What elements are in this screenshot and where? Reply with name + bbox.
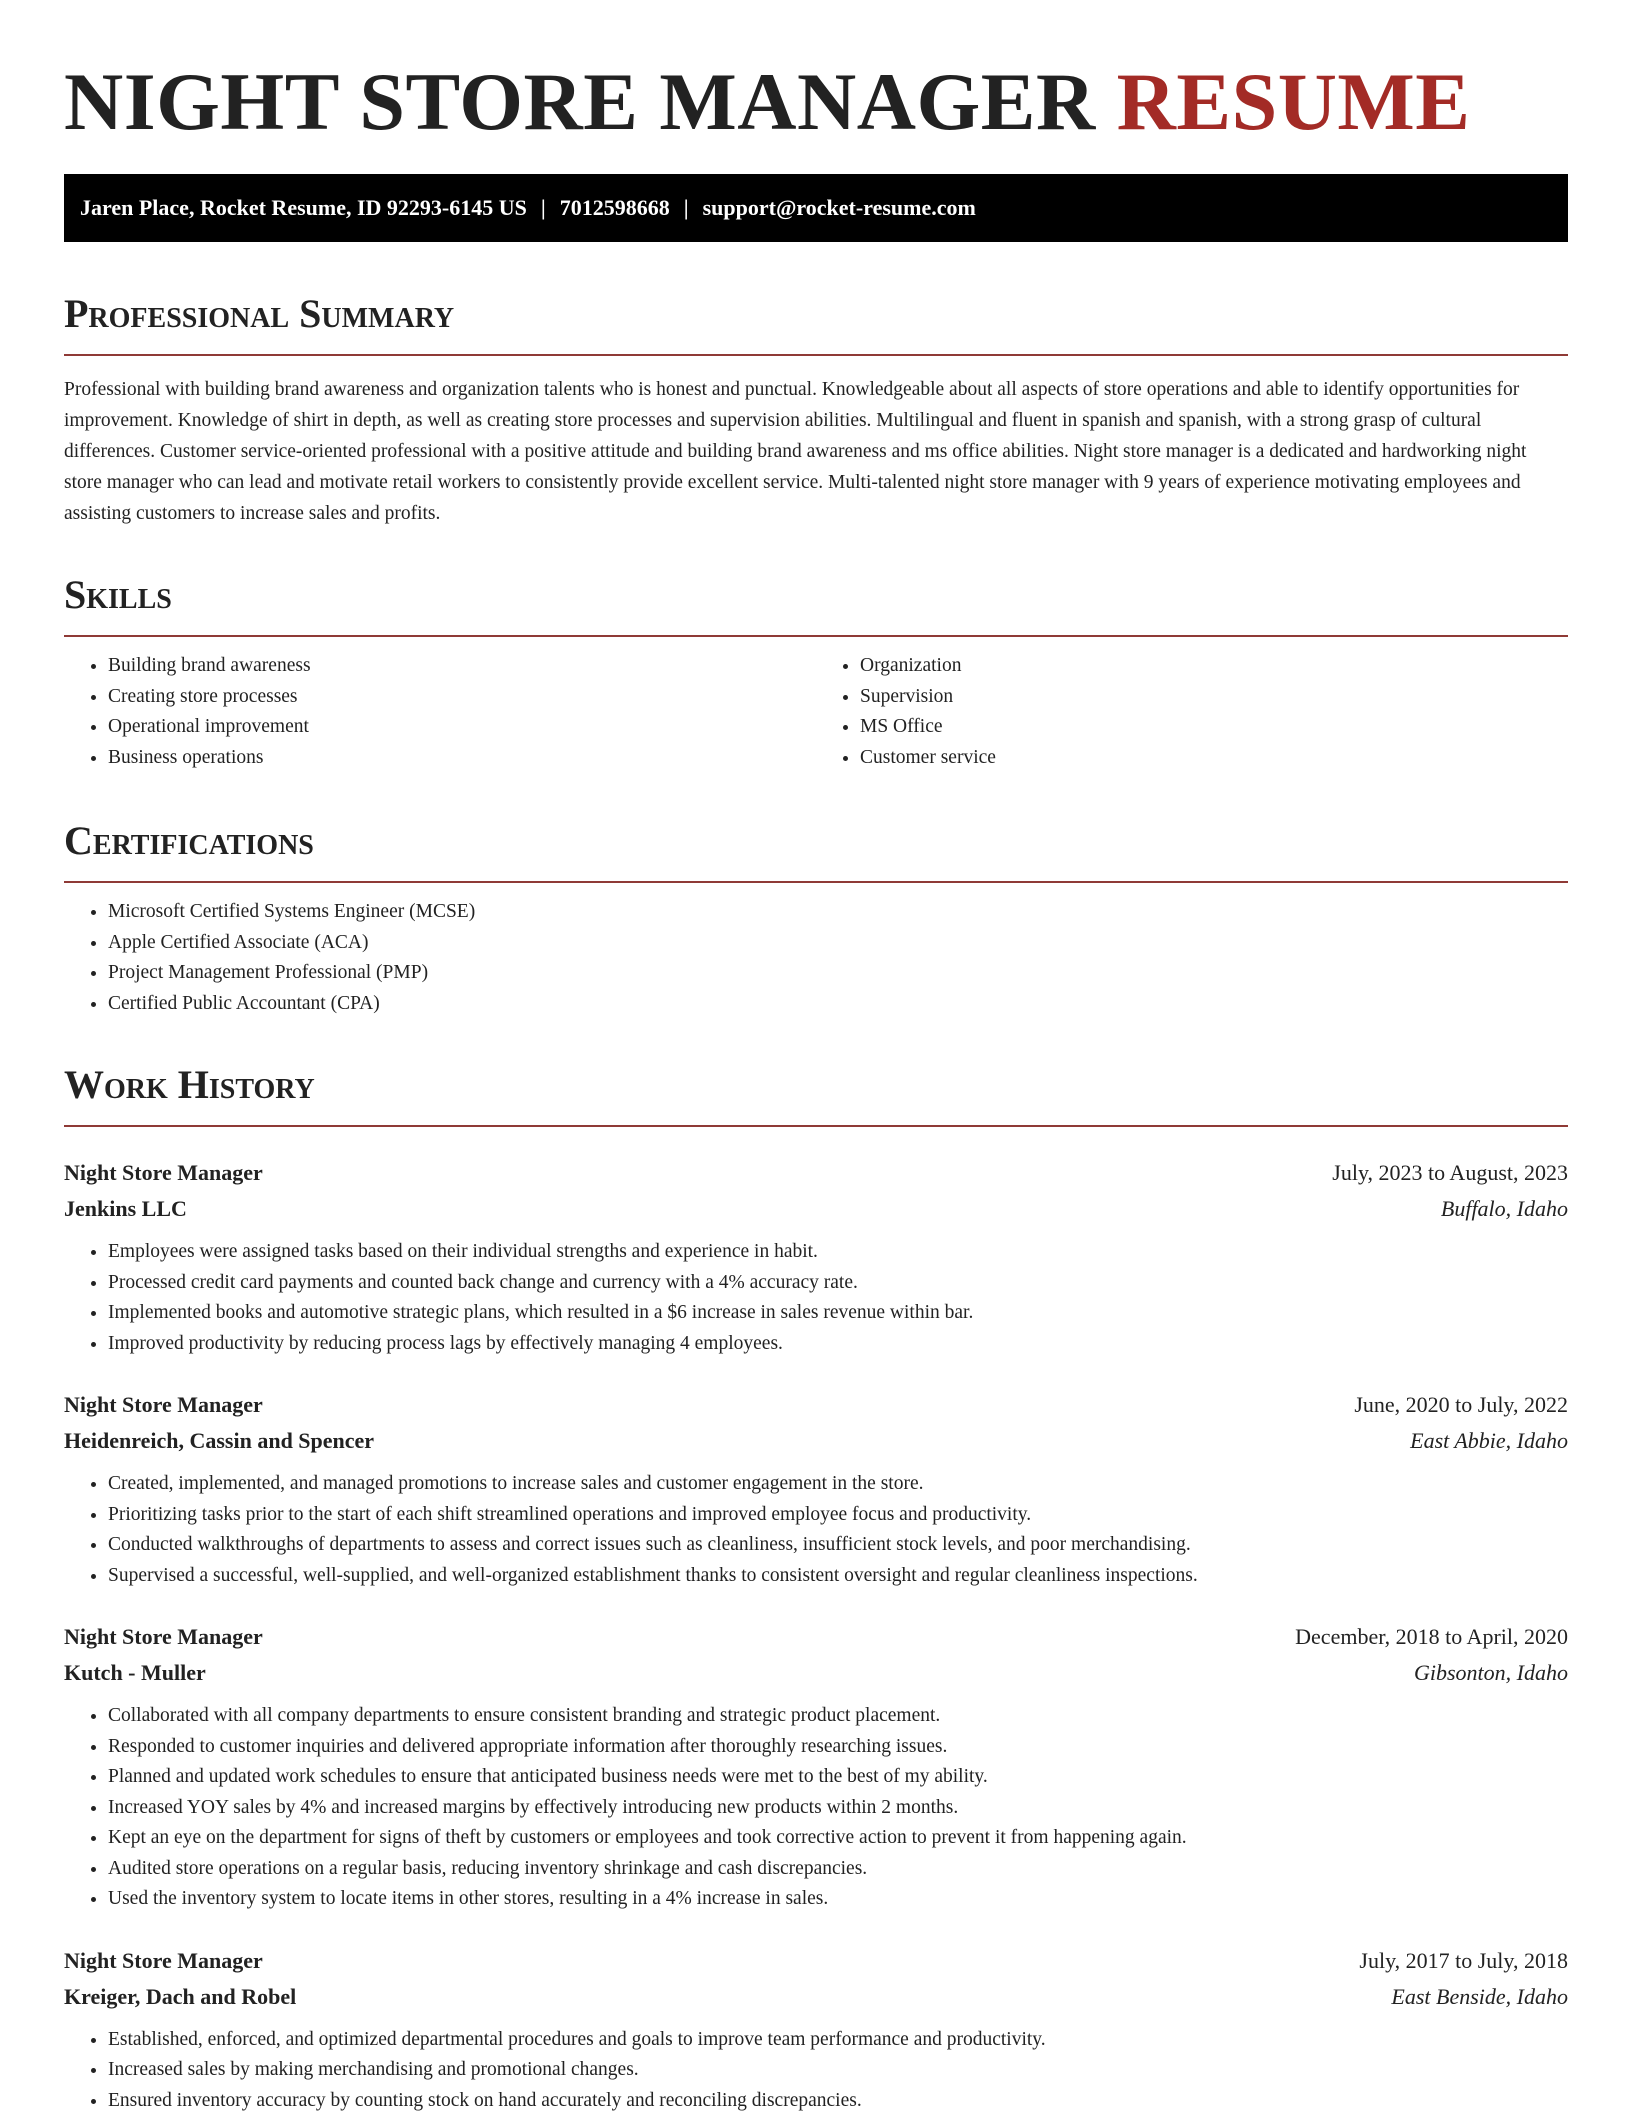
job-bullet: • Collaborated with all company departments to ensure consistent branding and strategic product placement. <box>108 1701 1568 1732</box>
section-divider <box>64 354 1568 356</box>
job-bullets <box>64 1469 1568 1591</box>
job-bullet: • Created, implemented, and managed promotions to increase sales and customer engagement in the store. <box>108 1469 1568 1500</box>
resume-title <box>64 56 1568 148</box>
job-bullet: • Planned and updated work schedules to ensure that anticipated business needs were met to the best of my ability. <box>108 1762 1568 1793</box>
job-bullet: • Increased sales by making merchandising and promotional changes. <box>108 2055 1568 2086</box>
skill-item: • Customer service <box>860 743 1568 774</box>
job-bullets <box>64 2025 1568 2116</box>
job-location: Buffalo, Idaho <box>1441 1191 1568 1227</box>
job-title: Night Store Manager <box>64 1155 263 1191</box>
certification-item: • Certified Public Accountant (CPA) <box>108 989 1568 1020</box>
work-history-heading: Work History <box>64 1061 1568 1109</box>
skill-item: • Building brand awareness <box>108 651 816 682</box>
section-divider <box>64 881 1568 883</box>
certifications-heading: Certifications <box>64 817 1568 865</box>
skills-grid <box>64 637 1568 773</box>
job-bullet: • Conducted walkthroughs of departments to assess and correct issues such as cleanliness, insufficient stock levels, and poor merchandising. <box>108 1530 1568 1561</box>
job-company: Kreiger, Dach and Robel <box>64 1979 296 2015</box>
job-bullet: • Established, enforced, and optimized departmental procedures and goals to improve team performance and productivity. <box>108 2025 1568 2056</box>
contact-phone: 7012598668 <box>560 195 670 220</box>
job-dates: July, 2023 to August, 2023 <box>1332 1155 1568 1191</box>
summary-heading: Professional Summary <box>64 290 1568 338</box>
title-accent: RESUME <box>1117 56 1471 147</box>
skill-item: • Supervision <box>860 682 1568 713</box>
job-bullets <box>64 1237 1568 1359</box>
summary-section <box>64 290 1568 529</box>
job-bullet: • Responded to customer inquiries and delivered appropriate information after thoroughly researching issues. <box>108 1732 1568 1763</box>
job-dates: June, 2020 to July, 2022 <box>1354 1387 1568 1423</box>
job-bullets <box>64 1701 1568 1915</box>
job-company: Heidenreich, Cassin and Spencer <box>64 1423 374 1459</box>
job-bullet: • Processed credit card payments and counted back change and currency with a 4% accuracy rate. <box>108 1268 1568 1299</box>
certification-item: • Microsoft Certified Systems Engineer (MCSE) <box>108 897 1568 928</box>
skills-section <box>64 571 1568 773</box>
skill-item: • Business operations <box>108 743 816 774</box>
job-bullet: • Employees were assigned tasks based on their individual strengths and experience in habit. <box>108 1237 1568 1268</box>
skill-item: • Creating store processes <box>108 682 816 713</box>
job-bullet: • Supervised a successful, well-supplied, and well-organized establishment thanks to consistent oversight and regular cleanliness inspections. <box>108 1561 1568 1592</box>
skill-item: • MS Office <box>860 712 1568 743</box>
job-title: Night Store Manager <box>64 1619 263 1655</box>
job-location: East Abbie, Idaho <box>1410 1423 1568 1459</box>
certifications-section <box>64 817 1568 1019</box>
job-bullet: • Ensured inventory accuracy by counting stock on hand accurately and reconciling discrepancies. <box>108 2086 1568 2116</box>
job-bullet: • Implemented books and automotive strategic plans, which resulted in a $6 increase in sales revenue within bar. <box>108 1298 1568 1329</box>
skills-heading: Skills <box>64 571 1568 619</box>
job-title: Night Store Manager <box>64 1943 263 1979</box>
job-company: Kutch - Muller <box>64 1655 206 1691</box>
certifications-list <box>64 897 1568 1019</box>
job-bullet: • Kept an eye on the department for signs of theft by customers or employees and took corrective action to prevent it from happening again. <box>108 1823 1568 1854</box>
job-bullet: • Increased YOY sales by 4% and increased margins by effectively introducing new products within 2 months. <box>108 1793 1568 1824</box>
job-entry <box>64 1155 1568 1359</box>
job-entry <box>64 1387 1568 1591</box>
job-company: Jenkins LLC <box>64 1191 187 1227</box>
job-bullet: • Used the inventory system to locate items in other stores, resulting in a 4% increase in sales. <box>108 1884 1568 1915</box>
certification-item: • Project Management Professional (PMP) <box>108 958 1568 989</box>
contact-bar <box>64 174 1568 242</box>
job-entry <box>64 1619 1568 1915</box>
contact-address: Jaren Place, Rocket Resume, ID 92293-6145 US <box>80 195 527 220</box>
skills-list-left <box>64 651 816 773</box>
contact-separator: | <box>541 195 546 220</box>
job-bullet: • Improved productivity by reducing process lags by effectively managing 4 employees. <box>108 1329 1568 1360</box>
contact-email[interactable]: support@rocket-resume.com <box>703 195 976 220</box>
skill-item: • Operational improvement <box>108 712 816 743</box>
job-dates: December, 2018 to April, 2020 <box>1295 1619 1568 1655</box>
contact-separator: | <box>684 195 689 220</box>
title-main: NIGHT STORE MANAGER <box>64 56 1096 147</box>
job-bullet: • Audited store operations on a regular basis, reducing inventory shrinkage and cash discrepancies. <box>108 1854 1568 1885</box>
job-title: Night Store Manager <box>64 1387 263 1423</box>
job-location: East Benside, Idaho <box>1391 1979 1568 2015</box>
skill-item: • Organization <box>860 651 1568 682</box>
work-history-section <box>64 1061 1568 2116</box>
job-dates: July, 2017 to July, 2018 <box>1359 1943 1568 1979</box>
skills-list-right <box>816 651 1568 773</box>
summary-text: Professional with building brand awareness and organization talents who is honest and punctual. Knowledgeable about all aspects of store operations and able to identify opportunities for improvement. Knowledge of shirt in depth, as well as creating store processes and supervision abilities. Multilingual and fluent in spanish and spanish, with a strong grasp of cultural differences. Customer service-oriented professional with a positive attitude and building brand awareness and ms office abilities. Night store manager is a dedicated and hardworking night store manager who can lead and motivate retail workers to consistently provide excellent service. Multi-talented night store manager with 9 years of experience motivating employees and assisting customers to increase sales and profits. <box>64 374 1568 529</box>
section-divider <box>64 1125 1568 1127</box>
job-entry <box>64 1943 1568 2116</box>
certification-item: • Apple Certified Associate (ACA) <box>108 928 1568 959</box>
job-bullet: • Prioritizing tasks prior to the start of each shift streamlined operations and improved employee focus and productivity. <box>108 1500 1568 1531</box>
job-location: Gibsonton, Idaho <box>1414 1655 1568 1691</box>
